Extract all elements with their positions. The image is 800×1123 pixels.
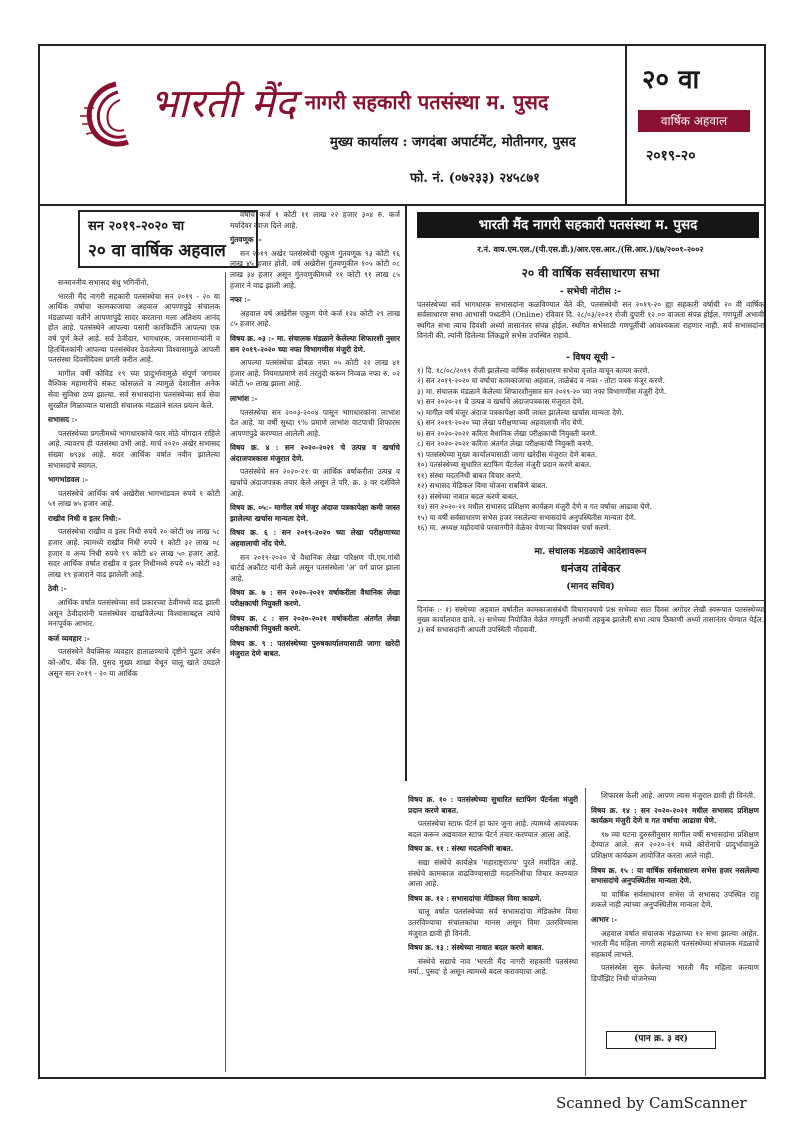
subheading: विषय क्र. ७ : सन २०२०-२०२१ वर्षाकरीता वैधानिक लेखा परीक्षकाची नियुक्ती करणे.	[230, 588, 400, 608]
subheading: विषय क्र. ११ : संस्था मदतनिधी बाबत.	[408, 844, 514, 854]
subheading: विषय क्र. ०५:- मागील वर्ष मंजूर अंदाज पत्रकापेक्षा कमी जास्त झालेल्या खर्चास मान्यता देणे.	[230, 503, 400, 523]
paragraph: पतसंस्थेचा राखीव व इतर निधी रुपये २० कोटी ७४ लाख ५८ हजार आहे. त्यामध्ये राखीव निधी रुपये १ कोटी ३२ लाख ०८ हजार व अन्य निधी रुपये १९ कोटी ४२ लाख ५० हजार आहे. सदर आर्थिक वर्षात राखीव व इतर निधीमध्ये रुपये ०५ कोटी ०३ लाख १९ हजाराने वाढ झालेली आहे.	[48, 527, 220, 579]
agenda-item: १०) पतसंस्थेच्या सुधारित स्टाफिंग पॅटर्नला मंजुरी प्रदान करणे बाबत.	[417, 460, 592, 470]
agenda-item: ७) सन २०२०-२०२१ करिता वैधानिक लेखा परीक्षकाची नियुक्ती करणे.	[417, 428, 598, 438]
notice-body: पतसंस्थेच्या सर्व भागधारक सभासदांना कळविण्यात येते की, पतसंस्थेची सन २०१९-२० ह्या सहकारी वर्षाची २० वी वार्षिक सर्वसाधारण सभा आभासी पध्दतीने (Online) रविवार दि. २८/०३/२०२१ रोजी दुपारी १२.०० वाजता संपन्न होईल. गणपूर्ती अभावी स्थगित सभा त्याच दिवशी अर्ध्या तासानंतर संपन्न होईल. स्थगित सभेसाठी गणपूर्तीची आवश्यकता राहणार नाही. सर्व सभासदांना विनंती की, त्यांनी दिलेल्या लिंकद्वारे सभेस उपस्थित राहावे.	[417, 300, 764, 341]
brand-title: नागरी सहकारी पतसंस्था म. पुसद	[305, 90, 549, 114]
paragraph: सन्माननीय सभासद बंधु भगिनींनो,	[58, 278, 149, 287]
paragraph: पतसंस्थेचे सन २०२०-२१ या आर्थिक वर्षाकरीता उत्पन्न व खर्चाचे अंदाजपत्रक तयार केले असून ते परि. क्र. ३ वर दर्शविले आहे.	[230, 467, 400, 498]
subheading: विषय क्र. ०३ :- मा. संचालक मंडळाने केलेल्या शिफारशी नुसार सन २०१९-२०२० च्या नफा विभागणीस मंजुरी देणे.	[230, 333, 400, 354]
report-heading-line2: २० वा वार्षिक अहवाल	[88, 241, 226, 261]
agenda-item: १४) सन २०२०-२१ मधील सभासद प्रशिक्षण कार्यक्रम मंजुरी देणे व गत वर्षाचा आढावा घेणे.	[417, 502, 653, 512]
agenda-item: ५) मागील वर्ष मंजूर अंदाज पत्रकापेक्षा कमी जास्त झालेल्या खर्चास मान्यता देणे.	[417, 407, 624, 417]
paragraph: ९७ व्या घटना दुरुस्तीनुसार मागील वर्षी सभासदांना प्रशिक्षण देण्यात आले. सन २०२०-२१ मध्ये कोरोनाचे प्रादुर्भावामुळे प्रशिक्षण कार्यक्रम आयोजित करता आले नाही.	[591, 829, 759, 860]
agenda-item: ३) मा. संचालक मंडळाने केलेल्या शिफारशीनुसार सन २०१९-२० च्या नफा विभागणीस मंजुरी देणे.	[417, 386, 667, 396]
scanner-watermark: Scanned by CamScanner	[556, 1094, 747, 1112]
agenda-item: ६) सन २०१९-२०२० च्या लेखा परीक्षणाच्या अहवालाची नोंद घेणे.	[417, 418, 585, 428]
notice-banner: भारती मैंद नागरी सहकारी पतसंस्था म. पुसद	[417, 212, 759, 238]
masthead-divider	[625, 46, 627, 204]
agenda-item: १२) सभासद मेडिकल विमा योजना राबविणे बाबत.	[417, 481, 548, 491]
signature-block	[417, 544, 764, 592]
paragraph: सन २०१९-२०२० चे वैधानिक लेखा परिक्षण पी.एम.गांधी चार्टर्ड अकौंटंट यांनी केले असून पतसंस्थेला 'अ' वर्ग प्राप्त झाला आहे.	[230, 552, 400, 583]
report-heading-line1: सन २०१९-२०२० चा	[88, 219, 185, 234]
paragraph: वर्षाचे कर्ज १ कोटी ११ लाख २२ हजार ३०४ रु. कर्ज मर्यादेवर व्याज दिले आहे.	[230, 210, 400, 230]
subheading: आभार :-	[591, 914, 618, 924]
agenda-item: ११) संस्था मदतनिधी बाबत विचार करणे.	[417, 470, 523, 480]
subheading: विषय क्र. १५ : या वार्षिक सर्वसाधारण सभेस हजर नसलेल्या सभासदांचे अनुपस्थितीस मान्यता देणे.	[591, 865, 759, 886]
office-address: मुख्य कार्यालय : जगदंबा अपार्टमेंट, मोतीनगर, पुसद	[330, 135, 576, 150]
paragraph: पतसंस्थेने वैयक्तिक व्यवहार हाताळण्याचे दृष्टीने पुढार अर्बन को-ऑप. बँक लि. पुसद मुख्य शाखा येथून चालू खाते उघडले असून सन २०१९ - २० या आर्थिक	[48, 647, 220, 678]
paragraph: पतसंस्थेचे आर्थिक वर्ष अखेरीस भागभांडवल रुपये १ कोटी ५१ लाख ७५ हजार आहे.	[48, 488, 220, 509]
subheading: विषय क्र. १२ : सभासदांचा मेडिकल विमा काढणे.	[408, 893, 542, 903]
subheading: सभासद :-	[48, 415, 78, 425]
paragraph: आपल्या पतसंस्थेचा ढोबळ नफा ०५ कोटी २२ लाख ४१ हजार आहे. नियमाप्रमाणे सर्व तरतुदी करून निव्वळ नफा रु. ०२ कोटी ५० लाख झाला आहे.	[230, 358, 400, 389]
agenda-item: २) सन २०१९-२०२० या वर्षाचा कामकाजाचा अहवाल, ताळेबंद व नफा - तोटा पत्रक मंजूर करणे.	[417, 376, 665, 386]
continued-on-page: (पान क्र. ३ वर)	[606, 1031, 716, 1049]
lower-right-column	[591, 791, 759, 1053]
agenda-heading: - विषय सूची -	[566, 352, 615, 363]
annual-report-badge: वार्षिक अहवाल	[638, 110, 750, 132]
agenda-item: ९) पतसंस्थेच्या मुख्य कार्यालयासाठी जागा खरेदीस मंजुरात देणे बाबत.	[417, 449, 598, 459]
newspaper-page	[38, 44, 766, 1079]
subheading: गुंतवणूक :-	[230, 235, 262, 245]
subheading: राखीव निधी व इतर निधी:-	[48, 513, 122, 523]
middle-column	[230, 210, 400, 1074]
notice-label: - सभेची नोटीस :-	[560, 287, 621, 297]
agenda-item: १५) या वर्षी सर्वसाधारण सभेस हजर नसलेल्या सभासदांचे अनुपस्थितीस मान्यता देणे.	[417, 512, 637, 522]
paragraph: सद्या संस्थेचे कार्यक्षेत्र 'महाराष्ट्रराज्य' पुरते मर्यादित आहे. संस्थेचे कामकाज वाढविण्यासाठी मदतनिधीचा विचार करण्यात आला आहे.	[408, 857, 578, 889]
report-year: २०१९-२०	[646, 148, 696, 164]
paragraph: चालू वर्षात पतसंस्थेच्या सर्व सभासदांचा मेडिक्लेम विमा उतरविण्याचा संचालकांचा मानस असून विमा उतरविण्यास मंजुरात द्यावी ही विनंती.	[408, 907, 578, 938]
agenda-item: ४) सन २०२०-२१ चे उत्पन्न व खर्चाचे अंदाजपत्रकास मंजुरात देणे.	[417, 397, 584, 407]
agenda-list	[417, 366, 764, 534]
column-divider	[225, 272, 226, 1072]
agm-notice-box	[405, 206, 764, 781]
agenda-item: ८) सन २०२०-२०२१ करिता अंतर्गत लेखा परीक्षकाची नियुक्ती करणे.	[417, 439, 594, 449]
phone-number: फो. नं. (०७२३३) २४५८७१	[410, 171, 540, 186]
issue-number: २० वा	[642, 65, 700, 95]
notice-footnote: दिनांक :- १) संस्थेच्या अहवाल वर्षातील कामकाजासंबंधी विचारावयाचे प्रश्न सभेच्या सात दिवस अगोदर लेखी स्वरूपात पतसंस्थेच्या मुख्य कार्यालयात द्यावे. २) सभेच्या नियोजित वेळेत गणपूर्ती अभावी तहकूब झालेली सभा त्याच ठिकाणी अर्ध्या तासानंतर घेण्यात येईल. ३) सर्व सभासदांनी आपली उपस्थिती नोंदवावी.	[417, 600, 764, 636]
subheading: भागभांडवल :-	[48, 475, 88, 485]
paragraph: पतसंस्थेचा सन २००३-२००४ पासून भागधारकांना लाभांश देत आहे. या वर्षी सुध्दा ९% प्रमाणे लाभांश वाटपाची शिफारस आपणापुढे करण्यात आलेली आहे.	[230, 407, 400, 438]
paragraph: या वार्षिक सर्वसाधारण सभेस जे सभासद उपस्थित राहू शकले नाही त्यांच्या अनुपस्थितीस मान्यता देणे.	[591, 889, 759, 910]
secretary-title: (मानद सचिव)	[566, 581, 615, 592]
paragraph: संस्थेचे सद्याचे नाव 'भारती मैंद नागरी सहकारी पतसंस्था मर्या., पुसद' हे असून त्यामध्ये बदल करावयाचा आहे.	[408, 956, 578, 977]
signature-line: मा. संचालक मंडळाचे आदेशावरून	[534, 546, 647, 557]
paragraph: शिफारस केली आहे. आपण त्यास मंजुरात द्यावी ही विनंती.	[601, 791, 756, 800]
subheading: विषय क्र. ९ : पतसंस्थेच्या पुरुषकार्यालयासाठी जागा खरेदी मंजुरात देणे बाबत.	[230, 638, 400, 659]
registration-number: र.नं. वाय.एम.एल./(पी.एस.डी.)/आर.एस.आर./(सि.आर.)/६७/२००१-२००२	[477, 244, 704, 254]
agenda-item: १६) मा. अध्यक्ष महोदयांचे परवानगीने वेळेवर येणाऱ्या विषयांवर चर्चा करणे.	[417, 523, 611, 533]
paragraph: अहवाल वर्षात संचालक मंडळाच्या १२ सभा झाल्या आहेत. भारती मैंद महिला नागरी सहकारी पतसंस्थेच्या संचालक मंडळाचे सहकार्य लाभले.	[591, 928, 759, 959]
subheading: ठेवी :-	[48, 584, 67, 594]
brand-logo-icon	[76, 78, 146, 152]
subheading: विषय क्र. ८ : सन २०२०-२०२१ वर्षाकरीता अंतर्गत लेखा परीक्षकाची नियुक्ती करणे.	[230, 613, 400, 634]
subheading: कर्ज व्यवहार :-	[48, 633, 90, 643]
left-column	[48, 278, 220, 1076]
subheading: विषय क्र. १४ : सन २०२०-२०२१ मधील सभासद प्रशिक्षण कार्यक्रम मंजुरी देणे व गत वर्षाचा आढावा घेणे.	[591, 805, 759, 826]
agenda-item: १) दि. १८/०८/२०१९ रोजी झालेल्या वार्षिक सर्वसाधारण सभेचा वृत्तांत वाचून कायम करणे.	[417, 365, 650, 375]
agenda-item: १३) संस्थेच्या नावात बदल करणे बाबत.	[417, 491, 519, 501]
subheading: नफा :-	[230, 295, 251, 305]
paragraph: पतसंस्थेस सुरू केलेल्या भारती मैंद महिला कल्याण डिपॉझिट निधी योजनेच्या	[591, 963, 759, 983]
paragraph: सन २०१९ अखेर पतसंस्थेची एकूण गुंतवणूक ९३ कोटी १६ लाख ४५ हजार होती. वर्ष अखेरीस गुंतवणुकीत १०५ कोटी ०८ लाख ३४ हजार असून गुंतवणुकीमध्ये ११ कोटी ९१ लाख ८५ हजार ने वाढ झाली आहे.	[230, 248, 400, 290]
brand-script-name: भारती मैंद	[150, 81, 296, 127]
notice-title: २० वी वार्षिक सर्वसाधारण सभा	[521, 266, 660, 280]
paragraph: आर्थिक वर्षात पतसंस्थेच्या सर्व प्रकारच्या ठेवीमध्ये वाढ झाली असून ठेवीदारांनी पतसंस्थेवर दाखविलेल्या विश्वासाबद्दल त्यांचे मनःपूर्वक आभार.	[48, 598, 220, 629]
subheading: लाभांश :-	[230, 393, 258, 403]
paragraph: पतसंस्थेचा स्टाफ पॅटर्न हा फार जुना आहे. त्यामध्ये आवश्यक बदल करून अद्ययावत स्टाफ पॅटर्न तयार करण्यात आला आहे.	[408, 819, 578, 839]
secretary-name: धनंजय तांबेकर	[560, 561, 621, 575]
paragraph: मागील वर्षी कोविड १९ च्या प्रादुर्भावामुळे संपूर्ण जगावर वैश्विक महामारीचे संकट कोसळले व त्यामुळे देशातील अनेक सेवा सुविधा ठप्प झाल्या. सर्व सभासदांना पतसंस्थेच्या सर्व सेवा सुरळीत मिळाव्यात यासाठी संचालक मंडळाने सतत प्रयत्न केले.	[48, 368, 220, 410]
subheading: विषय क्र. १३ : संस्थेच्या नावात बदल करणे बाबत.	[408, 943, 544, 953]
lower-middle-column	[408, 791, 578, 1073]
subheading: विषय क्र. १० : पतसंस्थेच्या सुधारित स्टाफिंग पॅटर्नला मंजुरी प्रदान करणे बाबत.	[408, 795, 578, 815]
column-divider	[585, 788, 586, 1076]
subheading: विषय क्र. ४ : सन २०२०-२०२१ चे उत्पन्न व खर्चाचे अंदाजपत्रकास मंजुरात देणे.	[230, 443, 400, 463]
paragraph: अहवाल वर्ष अखेरीस एकूण येणे कर्ज १२४ कोटी २९ लाख ८५ हजार आहे.	[230, 308, 400, 329]
subheading: विषय क्र. ६ : सन २०१९-२०२० च्या लेखा परीक्षणाच्या अहवालाची नोंद घेणे.	[230, 528, 400, 549]
paragraph: पतसंस्थेच्या प्रगतीमध्ये भागधारकांचे फार मोठे योगदान राहिले आहे. त्यावरच ही पतसंस्था उभी आहे. मार्च २०२० अखेर सभासद संख्या ७९३४ आहे. सदर आर्थिक वर्षात नवीन झालेल्या सभासदांचे स्वागत.	[48, 428, 220, 470]
paragraph: भारती मैंद नागरी सहकारी पतसंस्थेचा सन २०१९ - २० या आर्थिक वर्षाचा कामकाजाचा अहवाल आपणापुढे संचालक मंडळाच्या वतीने आपणापुढे सादर करताना मला अतिशय आनंद होत आहे. पतसंस्थेने आपल्या पसारी कारकिर्दीने आपल्या एक वर्ष पूर्ण केले आहे. सर्व ठेवीदार, भागधारक, जनसामान्यांनी व हितचिंतकांनी आपल्या पतसंस्थेवर ठेवलेल्या विश्वासामुळे आपली पतसंस्था दिवसेंदिवस प्रगती करीत आहे.	[48, 291, 220, 365]
masthead	[40, 46, 764, 206]
